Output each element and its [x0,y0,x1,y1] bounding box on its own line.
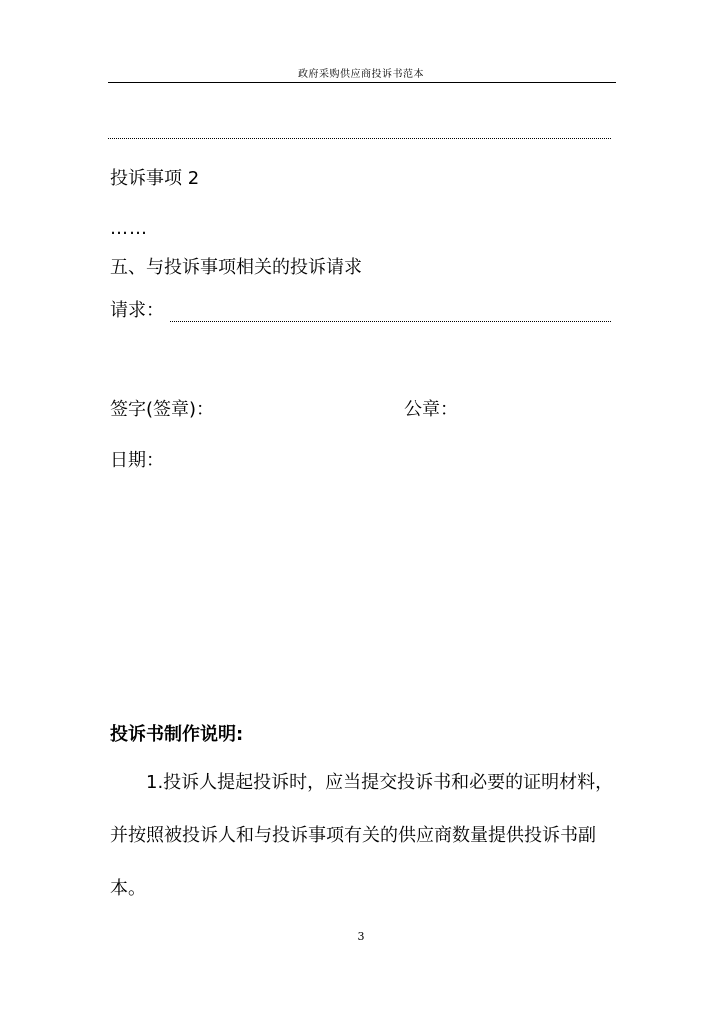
continuation-ellipsis: …… [110,218,148,239]
request-fill-line [170,321,611,322]
date-label: 日期： [110,450,164,471]
notes-paragraph-1: 1.投诉人提起投诉时，应当提交投诉书和必要的证明材料，并按照被投诉人和与投诉事项有关的供应商数量提供投诉书副本。 [110,772,614,899]
page-number: 3 [357,930,365,943]
section-5-heading: 五、与投诉事项相关的投诉请求 [110,257,362,278]
request-label: 请求： [110,300,164,321]
official-seal-label: 公章： [404,399,458,420]
signature-label: 签字(签章)： [110,399,215,420]
complaint-item-2-label: 投诉事项 2 [110,168,200,189]
notes-title: 投诉书制作说明: [110,724,244,745]
header-rule [108,82,616,83]
dotted-fill-line [108,138,611,139]
page-header-title: 政府采购供应商投诉书范本 [298,69,424,80]
